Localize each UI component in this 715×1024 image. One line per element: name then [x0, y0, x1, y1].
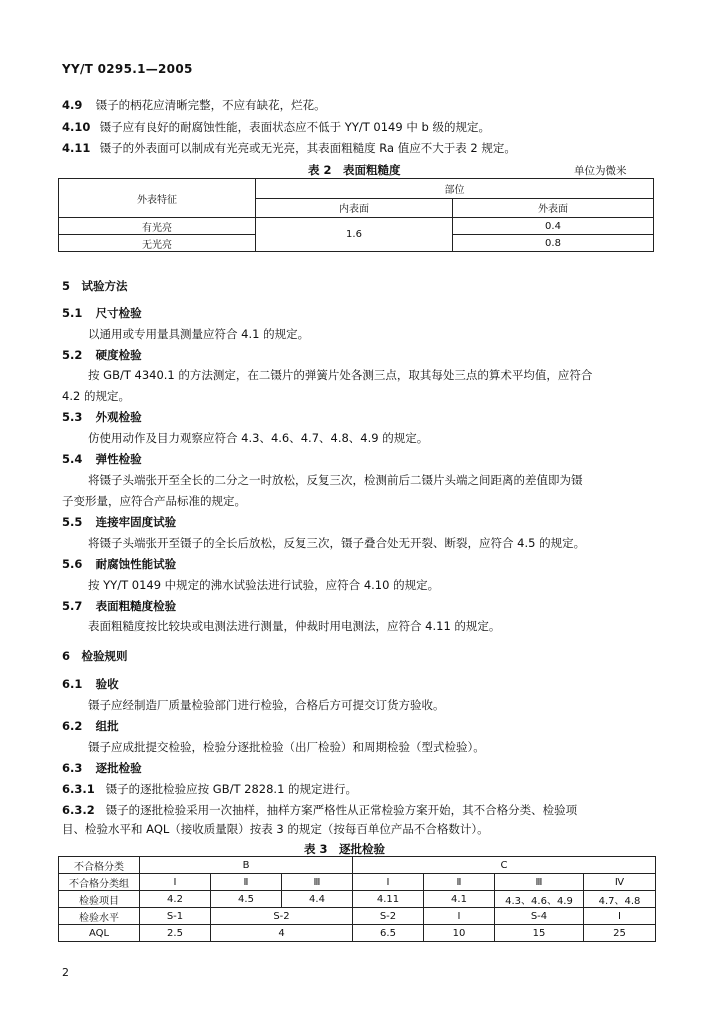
clause-5-7-title: 5.7 表面粗糙度检验	[62, 599, 177, 613]
table3-row-label: AQL	[59, 925, 140, 942]
clause-5-2-text-cont: 4.2 的规定。	[62, 389, 130, 403]
table3-group: Ⅱ	[424, 874, 495, 891]
table3-level: Ⅰ	[584, 908, 656, 925]
table2-header-outer: 外表面	[453, 198, 654, 218]
clause-5-5-text: 将镊子头端张开至镊子的全长后放松，反复三次，镊子叠合处无开裂、断裂，应符合 4.5 的规定。	[88, 536, 586, 550]
section-6-title: 6 检验规则	[62, 649, 128, 663]
table3-level: S-2	[211, 908, 353, 925]
clause-4-9: 4.9 镊子的柄花应清晰完整，不应有缺花，烂花。	[62, 98, 326, 112]
standard-code-header: YY/T 0295.1—2005	[62, 62, 193, 76]
table3-item: 4.4	[282, 891, 353, 908]
clause-6-2-text: 镊子应成批提交检验，检验分逐批检验（出厂检验）和周期检验（型式检验）。	[88, 740, 485, 754]
clause-5-2-title: 5.2 硬度检验	[62, 348, 142, 362]
table-row	[59, 925, 656, 942]
section-5-title: 5 试验方法	[62, 279, 128, 293]
table3-aql: 6.5	[353, 925, 424, 942]
table3-row-label: 不合格分类	[59, 857, 140, 874]
table2-cell-outer: 0.8	[453, 235, 654, 252]
clause-6-3-1: 6.3.1 镊子的逐批检验应按 GB/T 2828.1 的规定进行。	[62, 782, 358, 796]
table3-level: S-4	[495, 908, 584, 925]
clause-5-1-text: 以通用或专用量具测量应符合 4.1 的规定。	[88, 327, 310, 341]
table2-cell-feature: 无光亮	[59, 235, 256, 252]
table3-aql: 4	[211, 925, 353, 942]
table3-aql: 15	[495, 925, 584, 942]
batch-inspection-table	[58, 856, 656, 942]
table3-aql: 25	[584, 925, 656, 942]
table3-group: Ⅳ	[584, 874, 656, 891]
table-row	[59, 874, 656, 891]
clause-5-3-text: 仿使用动作及目力观察应符合 4.3、4.6、4.7、4.8、4.9 的规定。	[88, 431, 429, 445]
table2-caption: 表 2 表面粗糙度	[308, 163, 401, 177]
table3-row-label: 检验水平	[59, 908, 140, 925]
table2-unit: 单位为微米	[574, 165, 627, 177]
clause-5-4-text: 将镊子头端张开至全长的二分之一时放松，反复三次，检测前后二镊片头端之间距离的差值即为镊	[88, 473, 583, 487]
table3-aql: 2.5	[140, 925, 211, 942]
clause-5-2-text: 按 GB/T 4340.1 的方法测定，在二镊片的弹簧片处各测三点，取其每处三点的算术平均值，应符合	[88, 368, 593, 382]
table3-item: 4.5	[211, 891, 282, 908]
table3-class-c: C	[353, 857, 656, 874]
surface-roughness-table	[58, 178, 654, 252]
clause-5-3-title: 5.3 外观检验	[62, 410, 142, 424]
table2-header-inner: 内表面	[256, 198, 453, 218]
table3-group: Ⅰ	[140, 874, 211, 891]
clause-5-7-text: 表面粗糙度按比较块或电测法进行测量，仲裁时用电测法，应符合 4.11 的规定。	[88, 619, 501, 633]
clause-6-3-title: 6.3 逐批检验	[62, 761, 142, 775]
clause-6-3-2: 6.3.2 镊子的逐批检验采用一次抽样，抽样方案严格性从正常检验方案开始，其不合格分类、检验项	[62, 803, 578, 817]
table3-group: Ⅱ	[211, 874, 282, 891]
table3-group: Ⅲ	[282, 874, 353, 891]
table3-class-b: B	[140, 857, 353, 874]
table3-group: Ⅲ	[495, 874, 584, 891]
table-row	[59, 891, 656, 908]
table3-item: 4.3、4.6、4.9	[495, 891, 584, 908]
table2-header-part: 部位	[256, 179, 654, 199]
clause-5-4-title: 5.4 弹性检验	[62, 452, 142, 466]
clause-5-4-text-cont: 子变形量，应符合产品标准的规定。	[62, 494, 246, 508]
clause-6-2-title: 6.2 组批	[62, 719, 119, 733]
table3-level: S-2	[353, 908, 424, 925]
clause-6-1-title: 6.1 验收	[62, 677, 119, 691]
table3-aql: 10	[424, 925, 495, 942]
table3-item: 4.2	[140, 891, 211, 908]
table2-cell-inner: 1.6	[256, 218, 453, 252]
table3-caption: 表 3 逐批检验	[304, 842, 386, 856]
clause-5-6-title: 5.6 耐腐蚀性能试验	[62, 557, 177, 571]
table-row	[59, 908, 656, 925]
table3-level: S-1	[140, 908, 211, 925]
clause-6-3-2-cont: 目、检验水平和 AQL（接收质量限）按表 3 的规定（按每百单位产品不合格数计）。	[62, 822, 489, 836]
table3-item: 4.11	[353, 891, 424, 908]
clause-4-10: 4.10 镊子应有良好的耐腐蚀性能，表面状态应不低于 YY/T 0149 中 b 级的规定。	[62, 120, 490, 134]
table3-item: 4.1	[424, 891, 495, 908]
table3-row-label: 检验项目	[59, 891, 140, 908]
table3-group: Ⅰ	[353, 874, 424, 891]
table2-header-feature: 外表特征	[59, 179, 256, 218]
clause-5-5-title: 5.5 连接牢固度试验	[62, 515, 177, 529]
table2-cell-feature: 有光亮	[59, 218, 256, 235]
table2-cell-outer: 0.4	[453, 218, 654, 235]
table-row	[59, 857, 656, 874]
table-row	[59, 218, 654, 235]
clause-6-1-text: 镊子应经制造厂质量检验部门进行检验，合格后方可提交订货方验收。	[88, 698, 445, 712]
table3-item: 4.7、4.8	[584, 891, 656, 908]
table3-level: Ⅰ	[424, 908, 495, 925]
clause-5-6-text: 按 YY/T 0149 中规定的沸水试验法进行试验，应符合 4.10 的规定。	[88, 578, 440, 592]
clause-5-1-title: 5.1 尺寸检验	[62, 306, 142, 320]
clause-4-11: 4.11 镊子的外表面可以制成有光亮或无光亮，其表面粗糙度 Ra 值应不大于表 2 规定。	[62, 141, 516, 155]
table3-row-label: 不合格分类组	[59, 874, 140, 891]
page-number: 2	[62, 966, 69, 979]
